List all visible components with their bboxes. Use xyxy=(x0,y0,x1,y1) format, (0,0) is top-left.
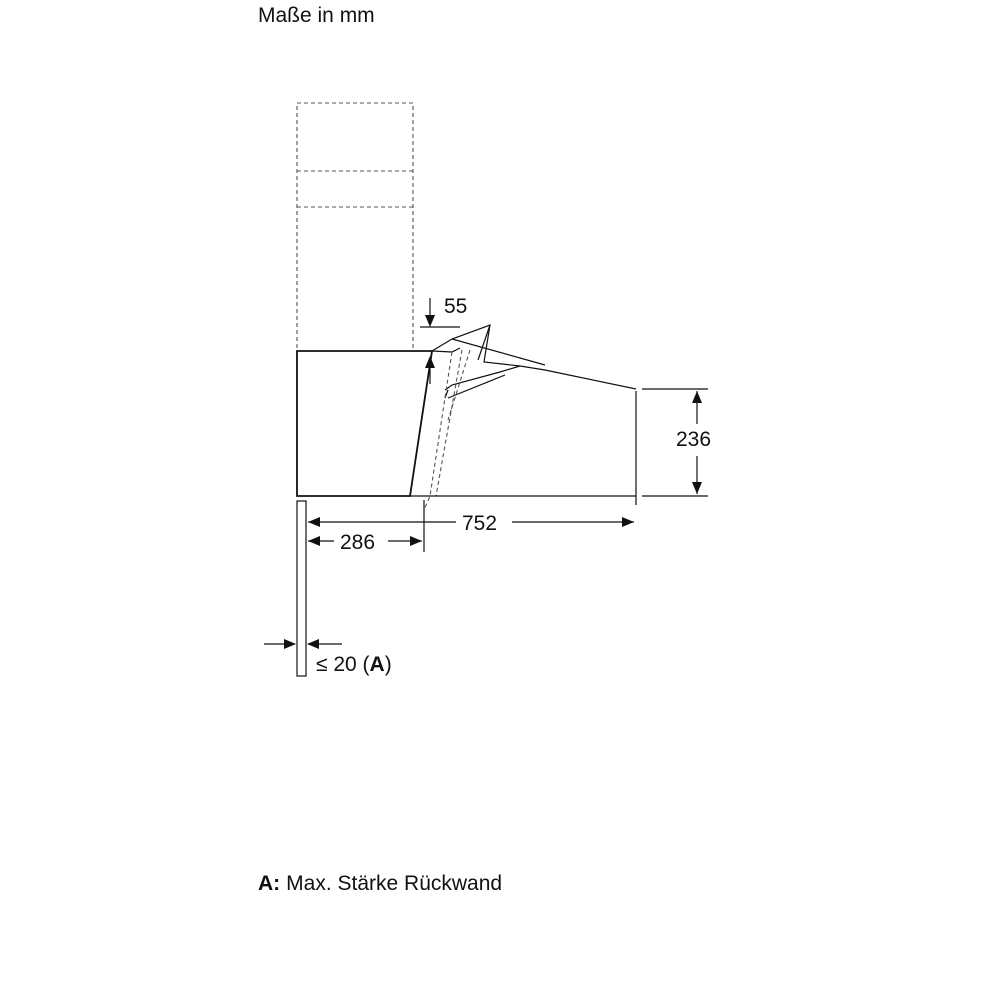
hood-body xyxy=(297,351,432,496)
dim-286-label: 286 xyxy=(340,531,376,554)
dim-wall-thickness xyxy=(264,639,392,676)
units-label: Maße in mm xyxy=(258,4,375,27)
dim-offset-top xyxy=(420,295,467,384)
legend-key: A: xyxy=(258,872,281,895)
dim-20-label: ≤ 20 (A) xyxy=(316,653,392,676)
dim-depth-wall xyxy=(308,500,424,554)
legend xyxy=(258,872,502,896)
legend-text: Max. Stärke Rückwand xyxy=(286,872,503,895)
dim-752-label: 752 xyxy=(462,512,498,535)
back-wall-plate xyxy=(297,501,306,676)
dim-55-label: 55 xyxy=(444,295,468,318)
hood-canopy xyxy=(424,325,636,510)
chimney-outline xyxy=(297,103,413,351)
dim-height xyxy=(636,389,711,505)
dim-236-label: 236 xyxy=(676,428,712,451)
